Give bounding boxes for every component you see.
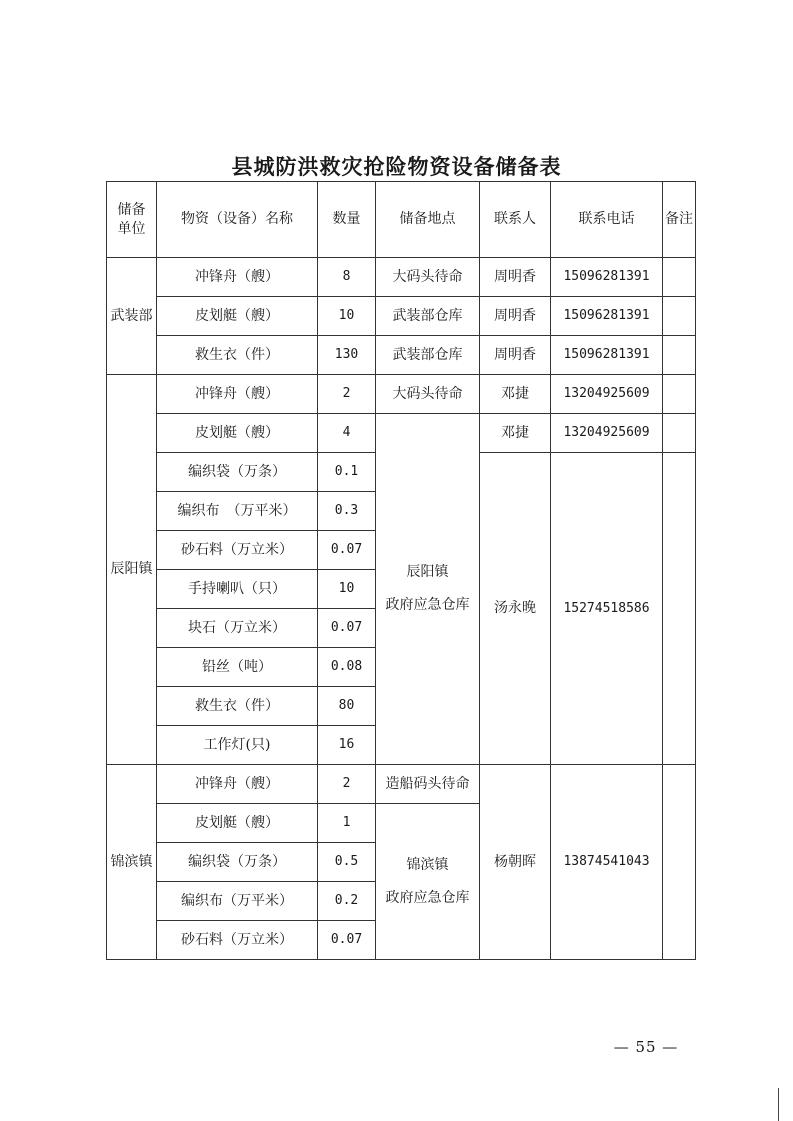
qty-cell: 0.2 bbox=[318, 882, 376, 921]
qty-cell: 0.07 bbox=[318, 609, 376, 648]
item-cell: 铅丝（吨） bbox=[157, 648, 318, 687]
unit-cell: 辰阳镇 bbox=[107, 375, 157, 765]
table-row bbox=[107, 414, 696, 453]
location-cell: 大码头待命 bbox=[376, 258, 480, 297]
item-cell: 编织布（万平米） bbox=[157, 882, 318, 921]
qty-cell: 0.07 bbox=[318, 921, 376, 960]
table-row bbox=[107, 765, 696, 804]
location-cell: 大码头待命 bbox=[376, 375, 480, 414]
qty-cell: 2 bbox=[318, 375, 376, 414]
header-location: 储备地点 bbox=[376, 182, 480, 258]
unit-cell: 武装部 bbox=[107, 258, 157, 375]
note-cell bbox=[663, 375, 696, 414]
item-cell: 块石（万立米） bbox=[157, 609, 318, 648]
item-cell: 编织袋（万条） bbox=[157, 453, 318, 492]
table-row bbox=[107, 336, 696, 375]
table-row bbox=[107, 297, 696, 336]
contact-cell-merged: 汤永晚 bbox=[480, 453, 551, 765]
header-unit bbox=[107, 182, 157, 258]
contact-cell-merged: 杨朝晖 bbox=[480, 765, 551, 960]
qty-cell: 4 bbox=[318, 414, 376, 453]
qty-cell: 8 bbox=[318, 258, 376, 297]
phone-cell: 13204925609 bbox=[551, 414, 663, 453]
qty-cell: 0.3 bbox=[318, 492, 376, 531]
contact-cell: 周明香 bbox=[480, 297, 551, 336]
phone-cell: 15096281391 bbox=[551, 297, 663, 336]
location-line1: 锦滨镇 bbox=[406, 856, 449, 873]
phone-cell: 13204925609 bbox=[551, 375, 663, 414]
header-item: 物资（设备）名称 bbox=[157, 182, 318, 258]
qty-cell: 10 bbox=[318, 570, 376, 609]
item-cell: 手持喇叭（只） bbox=[157, 570, 318, 609]
location-cell-merged bbox=[376, 414, 480, 765]
note-cell bbox=[663, 297, 696, 336]
header-note: 备注 bbox=[663, 182, 696, 258]
page-number: — 55 — bbox=[613, 1038, 679, 1056]
qty-cell: 2 bbox=[318, 765, 376, 804]
contact-cell: 邓捷 bbox=[480, 414, 551, 453]
note-cell bbox=[663, 336, 696, 375]
location-line2: 政府应急仓库 bbox=[385, 889, 470, 906]
table-row bbox=[107, 375, 696, 414]
qty-cell: 16 bbox=[318, 726, 376, 765]
item-cell: 工作灯(只) bbox=[157, 726, 318, 765]
phone-cell-merged: 13874541043 bbox=[551, 765, 663, 960]
qty-cell: 0.1 bbox=[318, 453, 376, 492]
item-cell: 皮划艇（艘） bbox=[157, 297, 318, 336]
location-line1: 辰阳镇 bbox=[406, 564, 449, 581]
item-cell: 皮划艇（艘） bbox=[157, 804, 318, 843]
item-cell: 编织袋（万条） bbox=[157, 843, 318, 882]
item-cell: 救生衣（件） bbox=[157, 687, 318, 726]
document-title: 县城防洪救灾抢险物资设备储备表 bbox=[231, 154, 562, 179]
qty-cell: 0.08 bbox=[318, 648, 376, 687]
item-cell: 冲锋舟（艘） bbox=[157, 375, 318, 414]
note-cell bbox=[663, 258, 696, 297]
unit-cell: 锦滨镇 bbox=[107, 765, 157, 960]
table-row bbox=[107, 258, 696, 297]
qty-cell: 0.5 bbox=[318, 843, 376, 882]
header-contact: 联系人 bbox=[480, 182, 551, 258]
header-unit-line1: 储备 bbox=[117, 201, 146, 218]
qty-cell: 1 bbox=[318, 804, 376, 843]
location-cell: 武装部仓库 bbox=[376, 297, 480, 336]
note-cell-merged bbox=[663, 765, 696, 960]
phone-cell: 15096281391 bbox=[551, 258, 663, 297]
location-cell: 造船码头待命 bbox=[376, 765, 480, 804]
header-phone: 联系电话 bbox=[551, 182, 663, 258]
supplies-table bbox=[106, 181, 696, 960]
qty-cell: 10 bbox=[318, 297, 376, 336]
edge-line bbox=[778, 1088, 779, 1121]
item-cell: 砂石料（万立米） bbox=[157, 921, 318, 960]
header-row bbox=[107, 182, 696, 258]
item-cell: 砂石料（万立米） bbox=[157, 531, 318, 570]
item-cell: 冲锋舟（艘） bbox=[157, 258, 318, 297]
item-cell: 冲锋舟（艘） bbox=[157, 765, 318, 804]
note-cell-merged bbox=[663, 453, 696, 765]
phone-cell-merged: 15274518586 bbox=[551, 453, 663, 765]
qty-cell: 130 bbox=[318, 336, 376, 375]
note-cell bbox=[663, 414, 696, 453]
item-cell: 编织布 （万平米） bbox=[157, 492, 318, 531]
item-cell: 皮划艇（艘） bbox=[157, 414, 318, 453]
contact-cell: 周明香 bbox=[480, 336, 551, 375]
phone-cell: 15096281391 bbox=[551, 336, 663, 375]
contact-cell: 周明香 bbox=[480, 258, 551, 297]
item-cell: 救生衣（件） bbox=[157, 336, 318, 375]
contact-cell: 邓捷 bbox=[480, 375, 551, 414]
qty-cell: 0.07 bbox=[318, 531, 376, 570]
location-line2: 政府应急仓库 bbox=[385, 597, 470, 613]
location-cell-merged bbox=[376, 804, 480, 960]
qty-cell: 80 bbox=[318, 687, 376, 726]
header-qty: 数量 bbox=[318, 182, 376, 258]
location-cell: 武装部仓库 bbox=[376, 336, 480, 375]
header-unit-line2: 单位 bbox=[117, 220, 146, 237]
